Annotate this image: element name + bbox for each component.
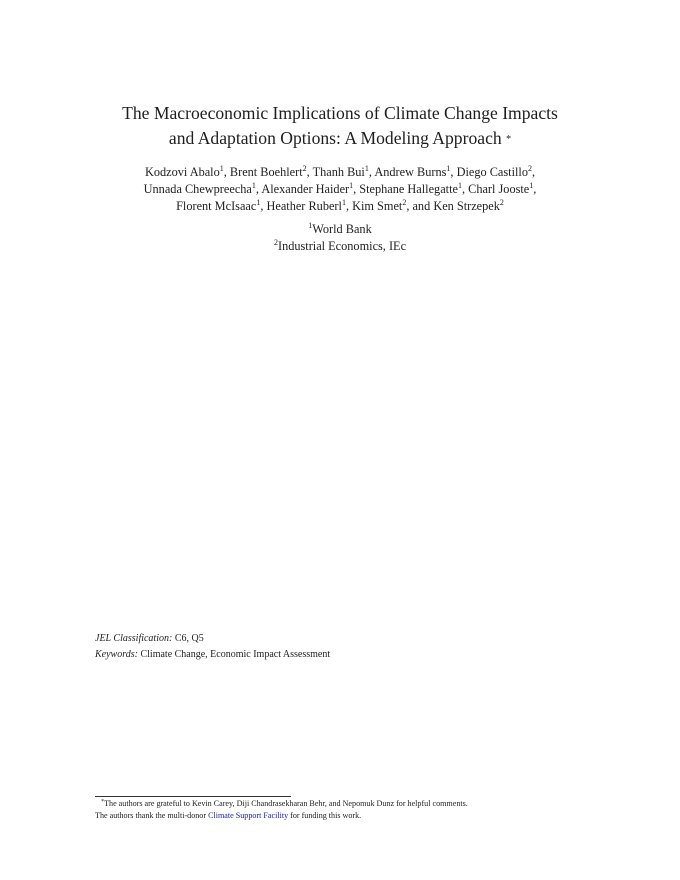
footnote-line-2: [95, 810, 595, 822]
jel-value: C6, Q5: [174, 633, 204, 644]
author-separator: ,: [450, 165, 457, 179]
author-separator: ,: [353, 182, 360, 196]
title-line-1: The Macroeconomic Implications of Climate Change Impacts: [122, 103, 558, 123]
author-name: Unnada Chewpreecha: [143, 182, 252, 196]
author-separator: ,: [461, 182, 469, 196]
author-separator: ,: [260, 199, 267, 213]
footnote-mark: *: [101, 799, 105, 805]
climate-support-facility-link[interactable]: Climate Support Facility: [208, 810, 289, 820]
footnote-text-1: The authors are grateful to Kevin Carey, Diji Chandrasekharan Behr, and Nepomuk Dunz for helpful comments.: [104, 799, 468, 808]
author-name: Brent Boehlert: [229, 165, 303, 179]
author-list: [95, 164, 585, 215]
author-name: Charl Jooste: [468, 182, 530, 196]
author-name: Alexander Haider: [261, 182, 350, 196]
author-name: Diego Castillo: [456, 165, 528, 179]
author-line-2: [95, 181, 585, 198]
author-affiliation: 1: [349, 181, 354, 190]
author-affiliation: 2: [527, 164, 532, 173]
affiliation-item: [95, 238, 585, 255]
jel-label: JEL Classification:: [95, 633, 173, 644]
footnote-rule: [95, 796, 291, 797]
affiliation-number: 1: [308, 221, 313, 230]
affiliation-name: World Bank: [312, 222, 372, 236]
jel-line: [95, 631, 330, 647]
author-affiliation: 2: [402, 198, 407, 207]
author-line-1: [95, 164, 585, 181]
affiliation-list: [95, 221, 585, 255]
affiliation-item: [95, 221, 585, 238]
affiliation-name: Industrial Economics, IEc: [277, 239, 407, 253]
author-separator: ,: [223, 165, 230, 179]
author-affiliation: 1: [446, 164, 451, 173]
author-name: Kodzovi Abalo: [144, 165, 220, 179]
author-separator: ,: [345, 199, 353, 213]
classification-block: [95, 631, 330, 662]
keywords-value: Climate Change, Economic Impact Assessment: [140, 648, 331, 660]
author-name: Kim Smet: [352, 199, 403, 213]
title-line-2: [90, 126, 590, 151]
author-separator: ,: [531, 165, 536, 179]
keywords-label: Keywords:: [95, 648, 138, 660]
footnote-text-2-pre: The authors thank the multi-donor: [95, 810, 209, 820]
affiliation-number: 2: [273, 238, 278, 247]
author-affiliation: 1: [529, 181, 534, 190]
author-name: Ken Strzepek: [433, 199, 500, 213]
footnote-line-1: [95, 798, 595, 810]
title-line-2-text: and Adaptation Options: A Modeling Approach: [168, 128, 502, 148]
author-separator: ,: [368, 165, 375, 179]
author-affiliation: 1: [219, 164, 224, 173]
author-affiliation: 2: [302, 164, 307, 173]
author-affiliation: 1: [457, 181, 462, 190]
footnote-text-2-post: for funding this work.: [288, 810, 362, 820]
paper-title: [90, 101, 590, 151]
author-separator: ,: [255, 182, 262, 196]
author-name: Stephane Hallegatte: [359, 182, 458, 196]
footnote: [95, 798, 595, 821]
author-separator: ,: [533, 182, 537, 196]
author-affiliation: 1: [251, 181, 256, 190]
author-name: Andrew Burns: [374, 165, 447, 179]
author-line-3: [95, 198, 585, 215]
keywords-line: [95, 647, 330, 663]
author-affiliation: 1: [256, 198, 261, 207]
author-affiliation: 1: [364, 164, 369, 173]
author-separator: ,: [306, 165, 313, 179]
title-footnote-mark: *: [506, 134, 512, 145]
author-affiliation: 1: [341, 198, 346, 207]
author-name: Heather Ruberl: [266, 199, 342, 213]
author-name: Florent McIsaac: [176, 199, 257, 213]
author-affiliation: 2: [499, 198, 504, 207]
author-separator: , and: [406, 199, 434, 213]
author-name: Thanh Bui: [312, 165, 365, 179]
